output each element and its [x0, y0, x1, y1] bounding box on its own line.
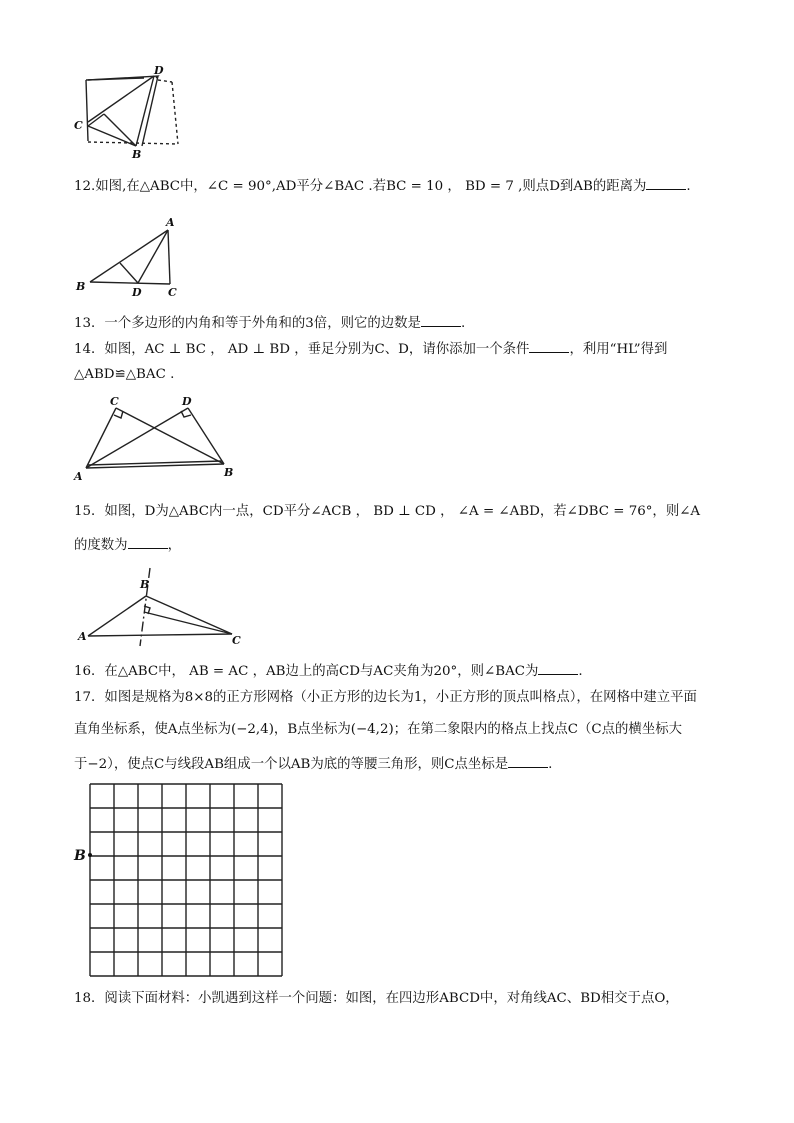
q12-answer-blank[interactable] — [646, 177, 686, 190]
figure-q12 — [74, 216, 204, 302]
figure-q14 — [74, 394, 244, 486]
question-14-line2 — [74, 365, 174, 384]
q14-text: 14．如图，AC ⊥ BC ， AD ⊥ BD ，垂足分别为C、D，请你添加一个条件 — [74, 342, 530, 357]
fig15-label-a: A — [78, 630, 87, 643]
fig11-label-c: C — [74, 119, 83, 132]
question-18 — [74, 989, 679, 1008]
figure-q17-grid — [74, 780, 289, 980]
grid-point-b — [88, 853, 92, 857]
fig14-label-b: B — [224, 466, 234, 479]
q13-text: 13．一个多边形的内角和等于外角和的3倍，则它的边数是 — [74, 316, 421, 331]
fig12-bisector-ad — [138, 230, 168, 283]
fig12-label-c: C — [168, 286, 177, 299]
fig14-label-c: C — [110, 395, 119, 408]
fig15-ac — [88, 634, 232, 636]
fig11-label-b: B — [132, 148, 142, 161]
q13-end: . — [460, 316, 466, 331]
q13-answer-blank[interactable] — [421, 314, 461, 327]
question-13 — [74, 314, 465, 333]
fig12-label-d: D — [132, 286, 142, 299]
q18-text: 18．阅读下面材料：小凯遇到这样一个问题：如图，在四边形ABCD中，对角线AC、BD相交于点O， — [74, 991, 679, 1006]
fig14-label-a: A — [74, 470, 83, 483]
question-15 — [74, 502, 700, 521]
fig15-label-c: C — [232, 634, 241, 647]
q15-answer-blank[interactable] — [128, 536, 168, 549]
q12-end: . — [686, 179, 691, 194]
q14-mid: ，利用“HL”得到 — [569, 342, 668, 357]
fig12-side-bc — [90, 282, 170, 284]
q15-line1: 15．如图，D为△ABC内一点，CD平分∠ACB ， BD ⊥ CD ， ∠A = ∠ABD，若∠DBC = 76°，则∠A — [74, 504, 701, 519]
q16-end: . — [578, 664, 583, 679]
fig11-label-d: D — [154, 64, 164, 77]
question-17-line3 — [74, 755, 552, 774]
question-17-line2 — [74, 720, 682, 739]
figure-q11 — [74, 66, 194, 161]
fig12-perp-d-ab — [120, 263, 138, 283]
fig12-side-ac — [168, 230, 170, 284]
question-17 — [74, 688, 697, 707]
fig15-label-b: B — [140, 578, 150, 591]
question-16 — [74, 662, 583, 681]
q17-end: . — [548, 757, 553, 772]
question-12 — [74, 177, 691, 196]
q14-line2: △ABD≌△BAC . — [74, 367, 175, 382]
q16-text: 16．在△ABC中， AB = AC ，AB边上的高CD与AC夹角为20°，则∠BAC为 — [74, 664, 539, 679]
fig11-dashed-right — [172, 82, 178, 144]
q15-end: ， — [167, 538, 181, 553]
fig14-cb — [116, 408, 224, 464]
q16-answer-blank[interactable] — [538, 662, 578, 675]
q15-line2: 的度数为 — [74, 538, 128, 553]
question-14 — [74, 340, 667, 359]
fig12-label-a: A — [166, 216, 175, 229]
q17-line2: 直角坐标系，使A点坐标为(−2,4)，B点坐标为(−4,2)；在第二象限内的格点上找点C（C点的横坐标大 — [74, 722, 682, 737]
fig11-left-side — [86, 80, 88, 141]
question-15-line2 — [74, 536, 181, 555]
q17-line1: 17．如图是规格为8×8的正方形网格（小正方形的边长为1，小正方形的顶点叫格点），在网格中建立平面 — [74, 690, 697, 705]
figure-q15 — [74, 566, 254, 648]
fig15-bc — [146, 596, 232, 634]
fig11-top-side — [86, 78, 144, 80]
fig14-right-angle-c — [114, 411, 123, 418]
fig11-fold-5 — [104, 114, 136, 146]
fig15-ab — [88, 596, 146, 636]
fig11-dashed-top — [158, 80, 172, 82]
q17-line3: 于−2），使点C与线段AB组成一个以AB为底的等腰三角形，则C点坐标是 — [74, 757, 509, 772]
fig14-label-d: D — [182, 395, 192, 408]
q17-answer-blank[interactable] — [508, 755, 548, 768]
q12-text: 12.如图,在△ABC中，∠C = 90°,AD平分∠BAC .若BC = 10 ， BD = 7 ,则点D到AB的距离为 — [74, 179, 647, 194]
grid-lines — [90, 784, 282, 976]
grid-label-b: B — [74, 848, 86, 864]
fig14-db — [188, 408, 224, 464]
fig12-label-b: B — [76, 280, 86, 293]
fig12-side-ab — [90, 230, 168, 282]
q14-answer-blank[interactable] — [529, 340, 569, 353]
